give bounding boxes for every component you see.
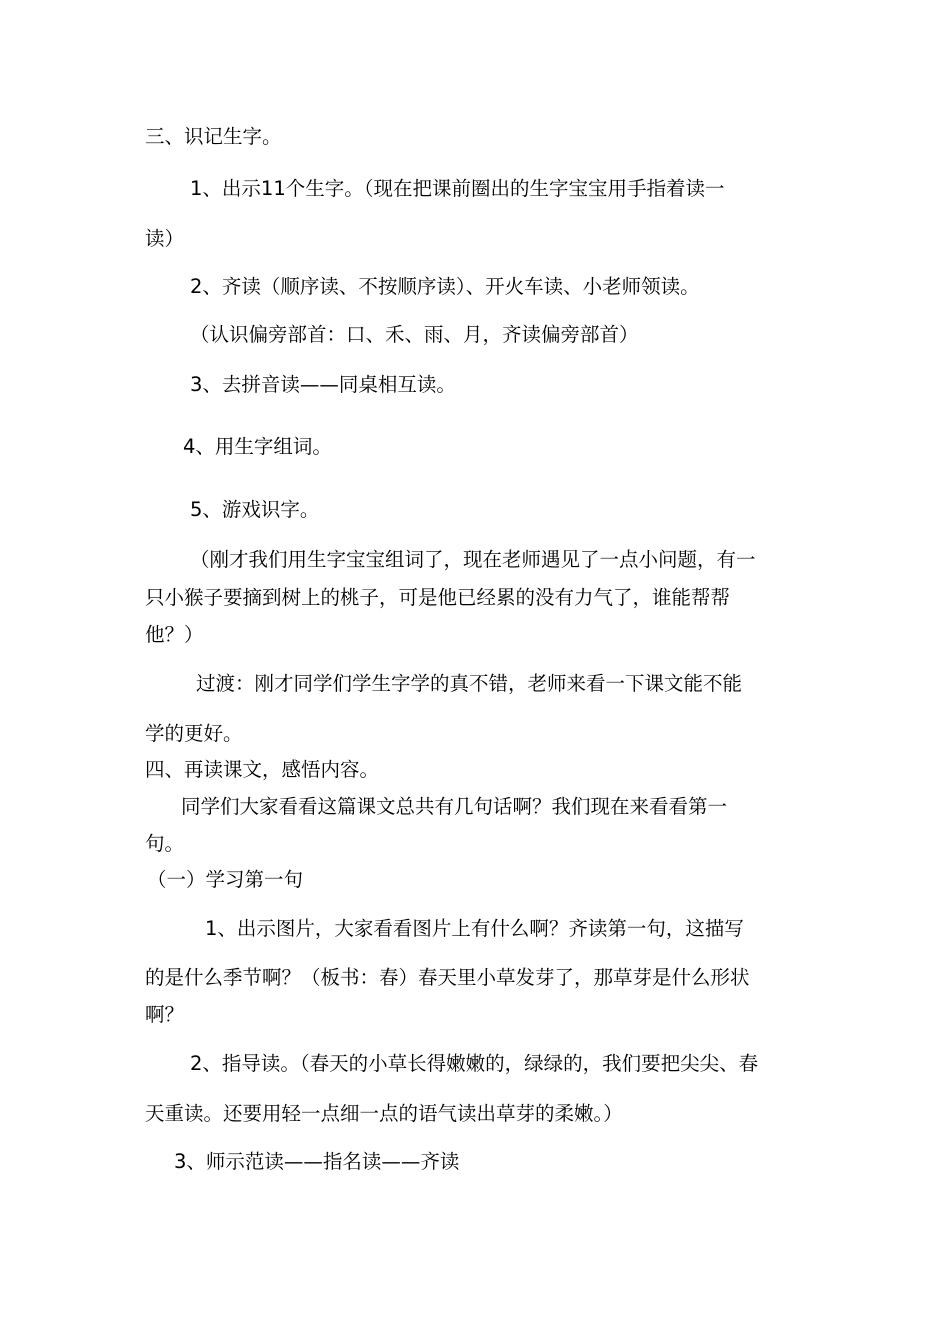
paragraph-line: （刚才我们用生字宝宝组词了，现在老师遇见了一点小问题，有一 xyxy=(190,548,756,571)
paragraph-line: 他？） xyxy=(145,623,204,646)
heading-section-4: 四、再读课文，感悟内容。 xyxy=(145,758,380,781)
paragraph-line: （认识偏旁部首：口、禾、雨、月，齐读偏旁部首） xyxy=(190,323,639,346)
paragraph-line: 3、师示范读——指名读——齐读 xyxy=(174,1150,460,1173)
paragraph-line: 4、用生字组词。 xyxy=(183,435,332,458)
paragraph-line: 天重读。还要用轻一点细一点的语气读出草芽的柔嫩。） xyxy=(145,1102,623,1125)
paragraph-line: 2、指导读。（春天的小草长得嫩嫩的，绿绿的，我们要把尖尖、春 xyxy=(190,1052,759,1075)
paragraph-line: 学的更好。 xyxy=(145,722,243,745)
heading-section-3: 三、识记生字。 xyxy=(145,125,282,148)
paragraph-line: 1、出示图片，大家看看图片上有什么啊？齐读第一句，这描写 xyxy=(205,917,744,940)
paragraph-line: 只小猴子要摘到树上的桃子，可是他已经累的没有力气了，谁能帮帮 xyxy=(145,586,731,609)
paragraph-line: 啊？ xyxy=(145,1003,185,1026)
paragraph-line: 同学们大家看看这篇课文总共有几句话啊？我们现在来看看第一 xyxy=(181,795,728,818)
paragraph-line: 2、齐读（顺序读、不按顺序读）、开火车读、小老师领读。 xyxy=(190,275,700,298)
subheading: （一）学习第一句 xyxy=(147,868,304,891)
paragraph-line: 5、游戏识字。 xyxy=(190,498,320,521)
paragraph-line: 句。 xyxy=(145,832,185,855)
paragraph-line: 3、去拼音读——同桌相互读。 xyxy=(190,373,456,396)
paragraph-line: 读） xyxy=(145,227,185,250)
paragraph-line: 的是什么季节啊？（板书：春）春天里小草发芽了，那草芽是什么形状 xyxy=(145,966,750,989)
paragraph-line: 1、出示11个生字。（现在把课前圈出的生字宝宝用手指着读一 xyxy=(190,177,725,200)
paragraph-line: 过渡：刚才同学们学生字学的真不错，老师来看一下课文能不能 xyxy=(196,672,743,695)
